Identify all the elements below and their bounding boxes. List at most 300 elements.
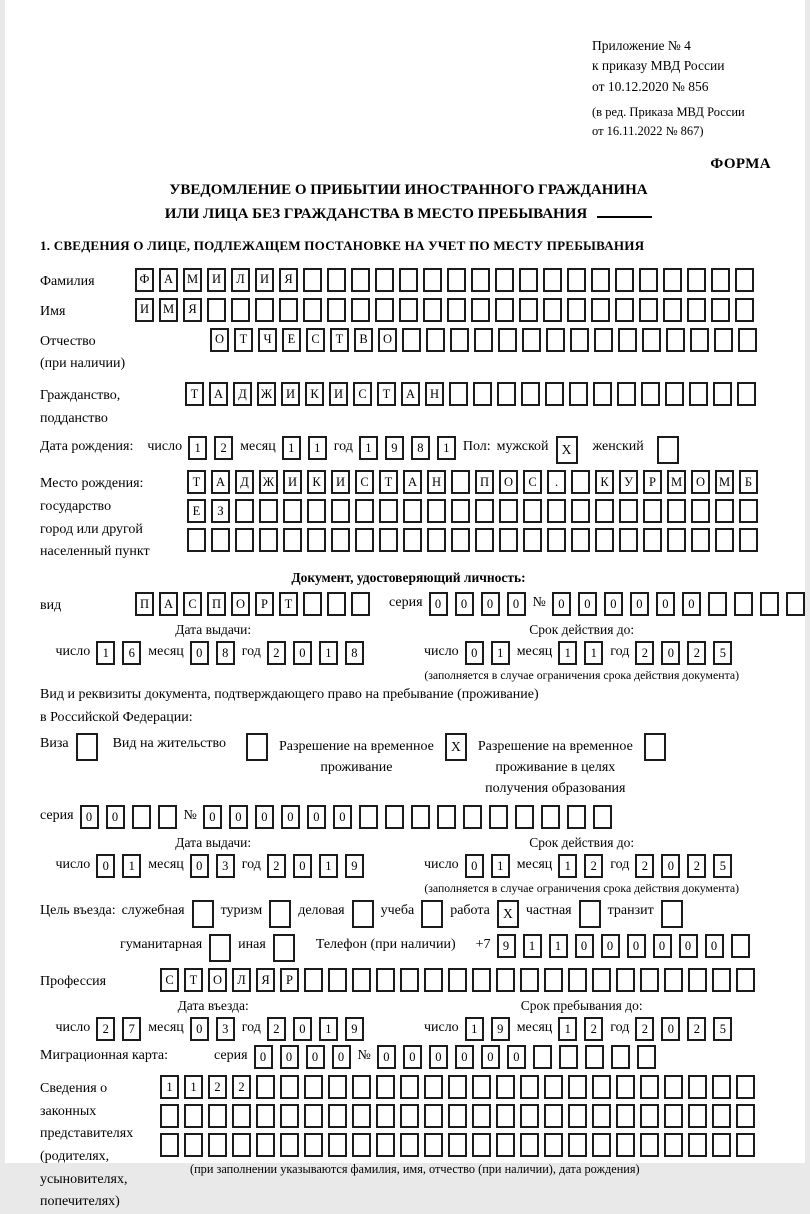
char-cell[interactable]: 0 <box>190 1017 209 1041</box>
char-cell[interactable] <box>328 1133 347 1157</box>
char-cell[interactable] <box>520 968 539 992</box>
char-cell[interactable] <box>619 528 638 552</box>
char-cell[interactable] <box>736 1133 755 1157</box>
char-cell[interactable]: 0 <box>653 934 672 958</box>
char-cell[interactable] <box>280 1133 299 1157</box>
char-cell[interactable]: 0 <box>552 592 571 616</box>
char-cell[interactable] <box>544 1133 563 1157</box>
char-cell[interactable] <box>546 328 565 352</box>
char-cell[interactable] <box>327 268 346 292</box>
char-cell[interactable] <box>544 1075 563 1099</box>
char-cell[interactable] <box>400 968 419 992</box>
char-cell[interactable]: 5 <box>713 854 732 878</box>
purpose-delovaya-checkbox[interactable] <box>352 900 374 928</box>
char-cell[interactable]: 0 <box>481 1045 500 1069</box>
char-cell[interactable] <box>616 1075 635 1099</box>
char-cell[interactable] <box>585 1045 604 1069</box>
char-cell[interactable] <box>688 1133 707 1157</box>
char-cell[interactable]: 7 <box>122 1017 141 1041</box>
char-cell[interactable]: 0 <box>190 641 209 665</box>
char-cell[interactable]: 0 <box>661 854 680 878</box>
char-cell[interactable]: 0 <box>280 1045 299 1069</box>
char-cell[interactable] <box>472 1104 491 1128</box>
char-cell[interactable]: 8 <box>216 641 235 665</box>
char-cell[interactable]: Т <box>185 382 204 406</box>
char-cell[interactable] <box>687 298 706 322</box>
char-cell[interactable]: С <box>523 470 542 494</box>
char-cell[interactable] <box>328 968 347 992</box>
char-cell[interactable]: 2 <box>584 854 603 878</box>
char-cell[interactable]: 1 <box>282 436 301 460</box>
char-cell[interactable] <box>760 592 779 616</box>
char-cell[interactable] <box>232 1104 251 1128</box>
char-cell[interactable]: 2 <box>214 436 233 460</box>
purpose-rabota-checkbox[interactable]: X <box>497 900 519 928</box>
char-cell[interactable] <box>259 528 278 552</box>
char-cell[interactable] <box>132 805 151 829</box>
char-cell[interactable]: 0 <box>293 1017 312 1041</box>
char-cell[interactable] <box>184 1133 203 1157</box>
char-cell[interactable] <box>520 1133 539 1157</box>
purpose-inaya-checkbox[interactable] <box>273 934 295 962</box>
char-cell[interactable]: Ч <box>258 328 277 352</box>
char-cell[interactable]: 0 <box>96 854 115 878</box>
char-cell[interactable] <box>708 592 727 616</box>
char-cell[interactable]: У <box>619 470 638 494</box>
char-cell[interactable] <box>208 1104 227 1128</box>
char-cell[interactable]: Я <box>256 968 275 992</box>
char-cell[interactable]: 1 <box>558 641 577 665</box>
char-cell[interactable] <box>713 382 732 406</box>
edu-permit-checkbox[interactable] <box>644 733 666 761</box>
char-cell[interactable]: 1 <box>558 854 577 878</box>
char-cell[interactable] <box>559 1045 578 1069</box>
char-cell[interactable] <box>352 1104 371 1128</box>
char-cell[interactable] <box>688 968 707 992</box>
char-cell[interactable] <box>595 499 614 523</box>
char-cell[interactable] <box>235 528 254 552</box>
char-cell[interactable] <box>592 1104 611 1128</box>
char-cell[interactable] <box>424 1075 443 1099</box>
char-cell[interactable] <box>208 1133 227 1157</box>
char-cell[interactable] <box>664 1133 683 1157</box>
char-cell[interactable] <box>376 1104 395 1128</box>
char-cell[interactable] <box>437 805 456 829</box>
char-cell[interactable] <box>279 298 298 322</box>
char-cell[interactable]: 0 <box>455 1045 474 1069</box>
char-cell[interactable]: В <box>354 328 373 352</box>
char-cell[interactable] <box>737 382 756 406</box>
purpose-ucheba-checkbox[interactable] <box>421 900 443 928</box>
char-cell[interactable]: Т <box>377 382 396 406</box>
char-cell[interactable] <box>617 382 636 406</box>
char-cell[interactable]: 0 <box>661 1017 680 1041</box>
char-cell[interactable]: 1 <box>359 436 378 460</box>
char-cell[interactable]: Я <box>279 268 298 292</box>
char-cell[interactable]: 2 <box>687 854 706 878</box>
char-cell[interactable] <box>523 499 542 523</box>
char-cell[interactable] <box>571 470 590 494</box>
char-cell[interactable] <box>447 298 466 322</box>
char-cell[interactable] <box>497 382 516 406</box>
char-cell[interactable] <box>515 805 534 829</box>
char-cell[interactable] <box>307 499 326 523</box>
purpose-turizm-checkbox[interactable] <box>269 900 291 928</box>
char-cell[interactable]: К <box>595 470 614 494</box>
char-cell[interactable] <box>424 1133 443 1157</box>
char-cell[interactable] <box>568 1104 587 1128</box>
char-cell[interactable] <box>231 298 250 322</box>
char-cell[interactable] <box>303 592 322 616</box>
char-cell[interactable]: А <box>401 382 420 406</box>
char-cell[interactable] <box>547 499 566 523</box>
residence-permit-checkbox[interactable] <box>246 733 268 761</box>
char-cell[interactable]: Е <box>187 499 206 523</box>
char-cell[interactable] <box>499 528 518 552</box>
char-cell[interactable]: С <box>183 592 202 616</box>
char-cell[interactable]: 1 <box>319 854 338 878</box>
char-cell[interactable]: О <box>210 328 229 352</box>
char-cell[interactable] <box>499 499 518 523</box>
char-cell[interactable]: 0 <box>281 805 300 829</box>
char-cell[interactable]: 9 <box>497 934 516 958</box>
char-cell[interactable]: 1 <box>584 641 603 665</box>
char-cell[interactable] <box>521 382 540 406</box>
char-cell[interactable]: 8 <box>345 641 364 665</box>
char-cell[interactable] <box>639 298 658 322</box>
char-cell[interactable]: 2 <box>232 1075 251 1099</box>
char-cell[interactable]: М <box>183 268 202 292</box>
char-cell[interactable] <box>690 328 709 352</box>
char-cell[interactable]: 9 <box>491 1017 510 1041</box>
char-cell[interactable]: А <box>159 592 178 616</box>
char-cell[interactable] <box>496 968 515 992</box>
char-cell[interactable]: 0 <box>293 641 312 665</box>
char-cell[interactable] <box>498 328 517 352</box>
char-cell[interactable] <box>736 1075 755 1099</box>
char-cell[interactable]: И <box>331 470 350 494</box>
char-cell[interactable] <box>448 1075 467 1099</box>
char-cell[interactable] <box>496 1075 515 1099</box>
char-cell[interactable] <box>352 1133 371 1157</box>
char-cell[interactable]: . <box>547 470 566 494</box>
char-cell[interactable] <box>734 592 753 616</box>
char-cell[interactable]: 2 <box>208 1075 227 1099</box>
char-cell[interactable]: К <box>307 470 326 494</box>
char-cell[interactable] <box>411 805 430 829</box>
char-cell[interactable]: 1 <box>523 934 542 958</box>
char-cell[interactable] <box>235 499 254 523</box>
char-cell[interactable]: 0 <box>429 1045 448 1069</box>
purpose-gumanitarnaya-checkbox[interactable] <box>209 934 231 962</box>
purpose-sluzhebnaya-checkbox[interactable] <box>192 900 214 928</box>
char-cell[interactable] <box>642 328 661 352</box>
char-cell[interactable]: С <box>355 470 374 494</box>
char-cell[interactable] <box>667 499 686 523</box>
char-cell[interactable] <box>304 1075 323 1099</box>
char-cell[interactable] <box>616 1104 635 1128</box>
char-cell[interactable]: 0 <box>80 805 99 829</box>
char-cell[interactable] <box>475 528 494 552</box>
char-cell[interactable] <box>474 328 493 352</box>
char-cell[interactable]: Р <box>643 470 662 494</box>
char-cell[interactable] <box>451 528 470 552</box>
char-cell[interactable]: А <box>403 470 422 494</box>
char-cell[interactable] <box>640 1133 659 1157</box>
char-cell[interactable]: О <box>499 470 518 494</box>
char-cell[interactable]: П <box>207 592 226 616</box>
char-cell[interactable] <box>691 528 710 552</box>
char-cell[interactable]: И <box>281 382 300 406</box>
char-cell[interactable] <box>643 528 662 552</box>
char-cell[interactable] <box>447 268 466 292</box>
char-cell[interactable] <box>567 805 586 829</box>
char-cell[interactable]: А <box>159 268 178 292</box>
char-cell[interactable] <box>495 268 514 292</box>
char-cell[interactable] <box>283 528 302 552</box>
char-cell[interactable] <box>667 528 686 552</box>
char-cell[interactable]: Т <box>184 968 203 992</box>
char-cell[interactable] <box>187 528 206 552</box>
purpose-chastnaya-checkbox[interactable] <box>579 900 601 928</box>
char-cell[interactable]: 0 <box>307 805 326 829</box>
char-cell[interactable] <box>688 1104 707 1128</box>
char-cell[interactable] <box>712 1075 731 1099</box>
char-cell[interactable] <box>496 1133 515 1157</box>
char-cell[interactable] <box>427 528 446 552</box>
char-cell[interactable] <box>731 934 750 958</box>
char-cell[interactable] <box>547 528 566 552</box>
char-cell[interactable]: А <box>211 470 230 494</box>
char-cell[interactable]: З <box>211 499 230 523</box>
char-cell[interactable] <box>304 968 323 992</box>
char-cell[interactable] <box>280 1104 299 1128</box>
char-cell[interactable]: 3 <box>216 1017 235 1041</box>
char-cell[interactable] <box>256 1104 275 1128</box>
char-cell[interactable]: 3 <box>216 854 235 878</box>
char-cell[interactable] <box>471 298 490 322</box>
char-cell[interactable] <box>519 268 538 292</box>
char-cell[interactable] <box>663 268 682 292</box>
char-cell[interactable] <box>569 382 588 406</box>
char-cell[interactable]: 2 <box>584 1017 603 1041</box>
char-cell[interactable] <box>664 1104 683 1128</box>
char-cell[interactable]: 1 <box>188 436 207 460</box>
char-cell[interactable] <box>351 592 370 616</box>
char-cell[interactable] <box>520 1104 539 1128</box>
char-cell[interactable]: А <box>209 382 228 406</box>
char-cell[interactable] <box>544 1104 563 1128</box>
char-cell[interactable]: 5 <box>713 1017 732 1041</box>
char-cell[interactable]: О <box>231 592 250 616</box>
char-cell[interactable] <box>379 499 398 523</box>
char-cell[interactable]: 0 <box>705 934 724 958</box>
char-cell[interactable] <box>158 805 177 829</box>
char-cell[interactable]: 0 <box>661 641 680 665</box>
char-cell[interactable] <box>448 968 467 992</box>
char-cell[interactable] <box>400 1075 419 1099</box>
char-cell[interactable] <box>304 1133 323 1157</box>
char-cell[interactable] <box>303 298 322 322</box>
char-cell[interactable] <box>523 528 542 552</box>
char-cell[interactable] <box>472 968 491 992</box>
char-cell[interactable]: С <box>353 382 372 406</box>
char-cell[interactable]: П <box>475 470 494 494</box>
char-cell[interactable] <box>615 298 634 322</box>
char-cell[interactable] <box>355 528 374 552</box>
temp-permit-checkbox[interactable]: X <box>445 733 467 761</box>
char-cell[interactable]: 5 <box>713 641 732 665</box>
gender-female-checkbox[interactable] <box>657 436 679 464</box>
char-cell[interactable]: 8 <box>411 436 430 460</box>
char-cell[interactable]: 0 <box>254 1045 273 1069</box>
char-cell[interactable] <box>451 470 470 494</box>
char-cell[interactable] <box>307 528 326 552</box>
char-cell[interactable] <box>475 499 494 523</box>
char-cell[interactable] <box>448 1104 467 1128</box>
char-cell[interactable] <box>463 805 482 829</box>
char-cell[interactable]: Т <box>330 328 349 352</box>
char-cell[interactable]: 0 <box>403 1045 422 1069</box>
char-cell[interactable]: Р <box>280 968 299 992</box>
char-cell[interactable] <box>739 528 758 552</box>
char-cell[interactable] <box>592 1075 611 1099</box>
char-cell[interactable] <box>640 968 659 992</box>
char-cell[interactable]: Т <box>234 328 253 352</box>
char-cell[interactable]: 0 <box>465 641 484 665</box>
char-cell[interactable] <box>687 268 706 292</box>
char-cell[interactable]: О <box>208 968 227 992</box>
char-cell[interactable] <box>160 1133 179 1157</box>
char-cell[interactable] <box>283 499 302 523</box>
char-cell[interactable] <box>522 328 541 352</box>
char-cell[interactable] <box>304 1104 323 1128</box>
char-cell[interactable] <box>424 968 443 992</box>
char-cell[interactable] <box>496 1104 515 1128</box>
char-cell[interactable]: 0 <box>455 592 474 616</box>
char-cell[interactable]: 1 <box>319 641 338 665</box>
char-cell[interactable] <box>591 268 610 292</box>
char-cell[interactable]: 0 <box>601 934 620 958</box>
char-cell[interactable] <box>327 298 346 322</box>
char-cell[interactable]: 2 <box>267 1017 286 1041</box>
char-cell[interactable] <box>423 298 442 322</box>
char-cell[interactable]: Р <box>255 592 274 616</box>
char-cell[interactable] <box>450 328 469 352</box>
char-cell[interactable]: 2 <box>267 641 286 665</box>
char-cell[interactable] <box>715 528 734 552</box>
char-cell[interactable]: 0 <box>627 934 646 958</box>
char-cell[interactable] <box>616 968 635 992</box>
char-cell[interactable] <box>571 499 590 523</box>
char-cell[interactable] <box>399 298 418 322</box>
char-cell[interactable]: 2 <box>635 854 654 878</box>
char-cell[interactable]: И <box>135 298 154 322</box>
char-cell[interactable]: 0 <box>429 592 448 616</box>
char-cell[interactable]: Б <box>739 470 758 494</box>
char-cell[interactable] <box>735 298 754 322</box>
char-cell[interactable]: П <box>135 592 154 616</box>
char-cell[interactable]: 2 <box>687 1017 706 1041</box>
char-cell[interactable] <box>688 1075 707 1099</box>
char-cell[interactable] <box>520 1075 539 1099</box>
char-cell[interactable] <box>712 1104 731 1128</box>
char-cell[interactable]: 0 <box>507 1045 526 1069</box>
char-cell[interactable] <box>376 1075 395 1099</box>
char-cell[interactable] <box>351 268 370 292</box>
char-cell[interactable]: 0 <box>465 854 484 878</box>
char-cell[interactable] <box>568 1133 587 1157</box>
char-cell[interactable]: Ж <box>259 470 278 494</box>
char-cell[interactable] <box>592 968 611 992</box>
char-cell[interactable] <box>489 805 508 829</box>
char-cell[interactable] <box>375 298 394 322</box>
char-cell[interactable] <box>379 528 398 552</box>
char-cell[interactable] <box>255 298 274 322</box>
char-cell[interactable] <box>568 1075 587 1099</box>
char-cell[interactable]: 1 <box>319 1017 338 1041</box>
char-cell[interactable]: 0 <box>190 854 209 878</box>
char-cell[interactable]: И <box>207 268 226 292</box>
char-cell[interactable]: 0 <box>578 592 597 616</box>
char-cell[interactable]: 0 <box>656 592 675 616</box>
char-cell[interactable] <box>472 1075 491 1099</box>
char-cell[interactable] <box>664 968 683 992</box>
char-cell[interactable]: Я <box>183 298 202 322</box>
char-cell[interactable]: 0 <box>333 805 352 829</box>
char-cell[interactable] <box>519 298 538 322</box>
char-cell[interactable]: 0 <box>575 934 594 958</box>
char-cell[interactable]: Н <box>427 470 446 494</box>
char-cell[interactable] <box>533 1045 552 1069</box>
char-cell[interactable] <box>385 805 404 829</box>
visa-checkbox[interactable] <box>76 733 98 761</box>
char-cell[interactable]: 0 <box>481 592 500 616</box>
char-cell[interactable]: 9 <box>385 436 404 460</box>
char-cell[interactable]: 1 <box>491 854 510 878</box>
char-cell[interactable] <box>352 1075 371 1099</box>
char-cell[interactable] <box>595 528 614 552</box>
char-cell[interactable] <box>571 528 590 552</box>
char-cell[interactable]: О <box>691 470 710 494</box>
char-cell[interactable]: 2 <box>96 1017 115 1041</box>
char-cell[interactable]: О <box>378 328 397 352</box>
char-cell[interactable] <box>545 382 564 406</box>
char-cell[interactable]: Т <box>187 470 206 494</box>
char-cell[interactable] <box>543 298 562 322</box>
char-cell[interactable]: 2 <box>687 641 706 665</box>
char-cell[interactable]: 2 <box>635 1017 654 1041</box>
char-cell[interactable] <box>640 1104 659 1128</box>
char-cell[interactable] <box>473 382 492 406</box>
char-cell[interactable]: И <box>283 470 302 494</box>
char-cell[interactable] <box>303 268 322 292</box>
char-cell[interactable] <box>541 805 560 829</box>
char-cell[interactable] <box>666 328 685 352</box>
char-cell[interactable] <box>399 268 418 292</box>
char-cell[interactable] <box>592 1133 611 1157</box>
char-cell[interactable]: Л <box>231 268 250 292</box>
char-cell[interactable] <box>711 298 730 322</box>
char-cell[interactable]: К <box>305 382 324 406</box>
char-cell[interactable]: 0 <box>377 1045 396 1069</box>
char-cell[interactable] <box>472 1133 491 1157</box>
char-cell[interactable] <box>738 328 757 352</box>
char-cell[interactable] <box>735 268 754 292</box>
char-cell[interactable] <box>637 1045 656 1069</box>
char-cell[interactable] <box>691 499 710 523</box>
char-cell[interactable]: С <box>306 328 325 352</box>
